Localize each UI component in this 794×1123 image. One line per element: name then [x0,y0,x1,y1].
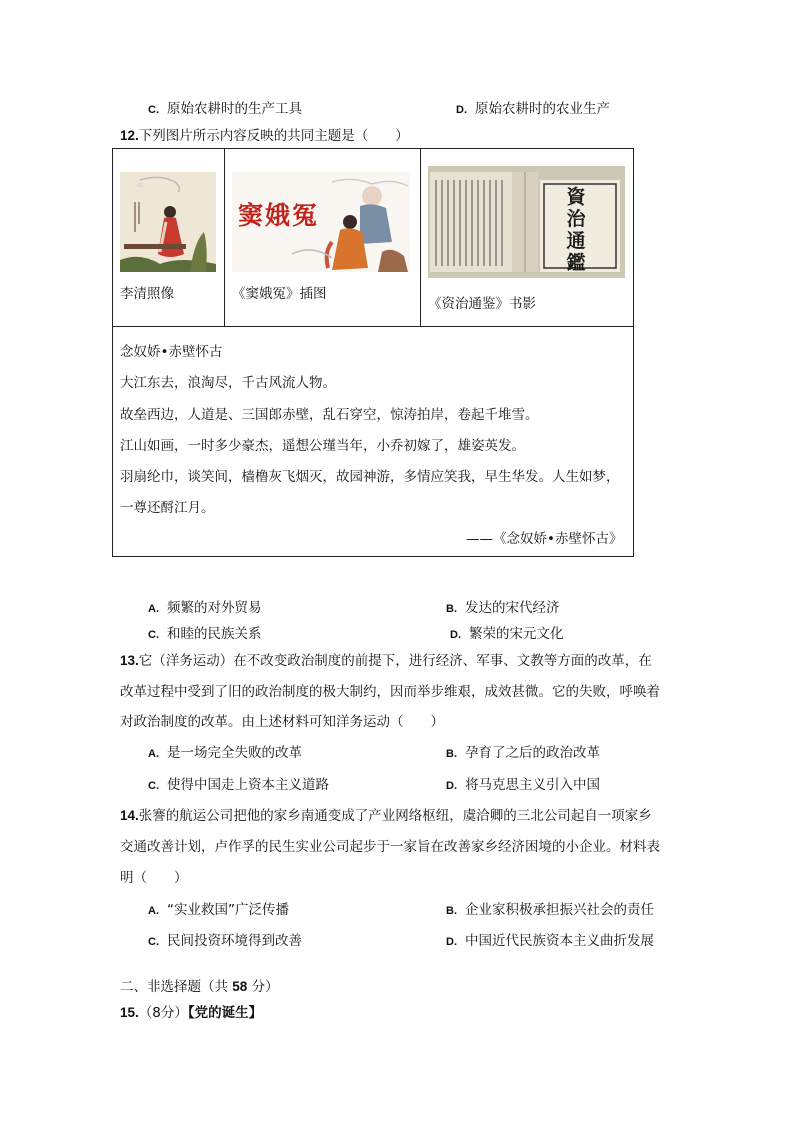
q15-heading: 15.（8分）【党的诞生】 [120,1005,263,1021]
zizhi-tongjian-cover-title: 資 治 通 鑑 [566,186,586,274]
q12-option-c: C. 和睦的民族关系 [148,626,262,642]
image-caption-li-qingzhao: 李清照像 [120,286,174,302]
poem-line: 故垒西边，人道是、三国郎赤壁，乱石穿空，惊涛拍岸，卷起千堆雪。 [120,407,539,423]
q13-stem-line: 13.它（洋务运动）在不改变政治制度的前提下，进行经济、军事、文教等方面的改革，在 [120,653,652,669]
q12-option-a: A. 频繁的对外贸易 [148,600,262,616]
poem-title: 念奴娇•赤壁怀古 [120,344,223,360]
q12-stem: 12.下列图片所示内容反映的共同主题是（ ） [120,128,409,144]
q13-option-c: C. 使得中国走上资本主义道路 [148,777,329,793]
poem-line: 羽扇纶巾，谈笑间，樯橹灰飞烟灭，故园神游，多情应笑我，早生华发。人生如梦， [120,469,620,485]
section-heading: 二、非选择题（共 58 分） [120,979,279,995]
poem-line: 一尊还酹江月。 [120,500,215,516]
q14-option-a: A. “实业救国”广泛传播 [148,902,289,918]
poem-line: 大江东去，浪淘尽，千古风流人物。 [120,375,336,391]
q13-stem-line: 对政治制度的改革。由上述材料可知洋务运动（ ） [120,714,444,730]
q14-option-c: C. 民间投资环境得到改善 [148,933,302,949]
q14-option-d: D. 中国近代民族资本主义曲折发展 [446,933,654,949]
li-qingzhao-portrait-image [120,172,216,272]
q14-option-b: B. 企业家积极承担振兴社会的责任 [446,902,654,918]
image-caption-zizhi-tongjian: 《资治通鉴》书影 [428,296,536,312]
zizhi-tongjian-book-image [428,166,625,278]
q11-option-c: C. 原始农耕时的生产工具 [148,101,302,117]
poem-line: 江山如画，一时多少豪杰，遥想公瑾当年，小乔初嫁了，雄姿英发。 [120,438,525,454]
q14-stem-line: 14.张謇的航运公司把他的家乡南通变成了产业网络枢纽，虞洽卿的三北公司起自一项家乡 [120,808,652,824]
q12-option-d: D. 繁荣的宋元文化 [450,626,564,642]
poem-source: ——《念奴娇•赤壁怀古》 [466,531,623,547]
image-caption-dou-e-yuan: 《窦娥冤》插图 [232,286,327,302]
dou-e-yuan-banner-title: 窦娥冤 [238,201,320,230]
q13-stem-line: 改革过程中受到了旧的政治制度的极大制约，因而举步维艰，成效甚微。它的失败，呼唤着 [120,684,660,700]
q13-option-d: D. 将马克思主义引入中国 [446,777,600,793]
q14-stem-line: 交通改善计划，卢作孚的民生实业公司起步于一家旨在改善家乡经济困境的小企业。材料表 [120,839,660,855]
q14-stem-line: 明（ ） [120,870,188,886]
q11-option-d: D. 原始农耕时的农业生产 [456,101,610,117]
q13-option-b: B. 孕育了之后的政治改革 [446,745,600,761]
q12-option-b: B. 发达的宋代经济 [446,600,560,616]
q13-option-a: A. 是一场完全失败的改革 [148,745,302,761]
